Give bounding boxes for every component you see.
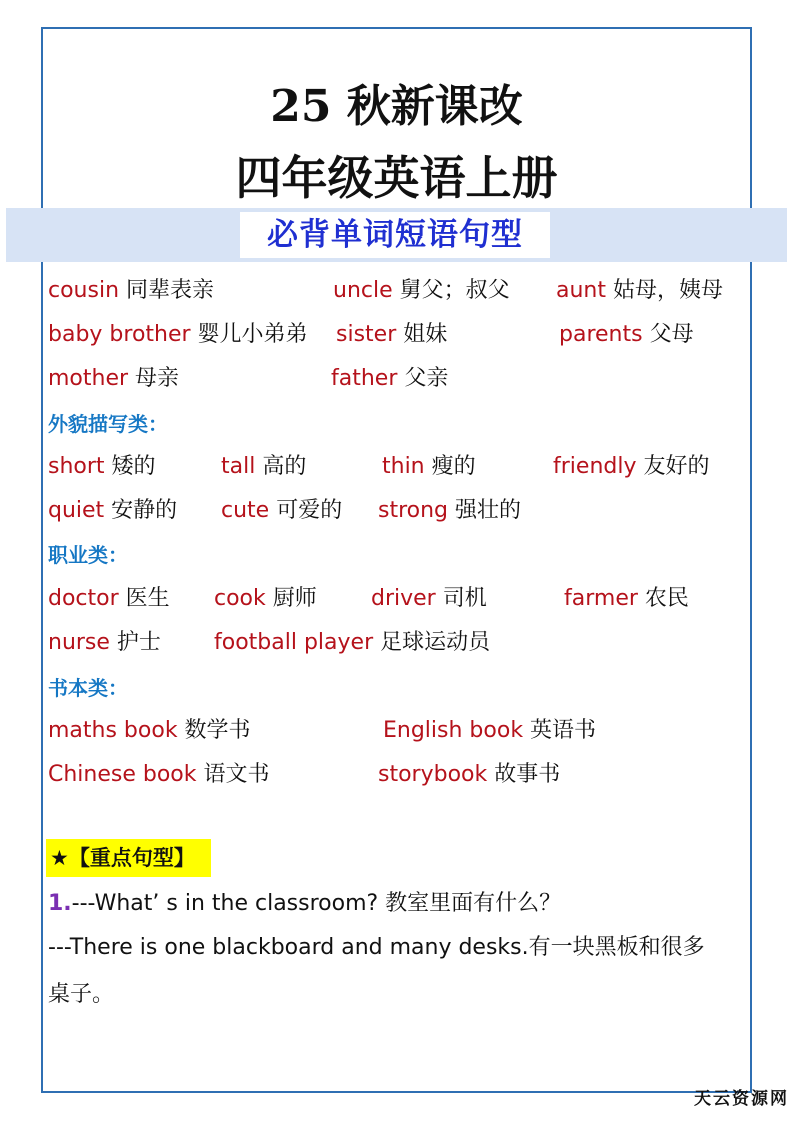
vocab-item: parents 父母 [559,322,694,347]
vocab-item: thin 瘦的 [382,454,476,479]
vocab-item: quiet 安静的 [48,498,178,523]
vocab-item: baby brother 婴儿小弟弟 [48,322,308,347]
page-title-line2: 四年级英语上册 [235,151,558,205]
category-heading-books: 书本类： [48,676,128,700]
vocab-item: doctor 医生 [48,586,170,611]
sentence-answer-line2: 桌子。 [48,982,115,1007]
vocab-item: driver 司机 [371,586,487,611]
vocab-item: storybook 故事书 [378,762,561,787]
page-subtitle: 必背单词短语句型 [240,212,550,258]
vocab-item: sister 姐妹 [336,322,448,347]
vocab-item: maths book 数学书 [48,718,251,743]
vocab-item: English book 英语书 [383,718,597,743]
vocab-item: cook 厨师 [214,586,317,611]
vocab-item: Chinese book 语文书 [48,762,270,787]
vocab-item: tall 高的 [221,454,307,479]
vocab-item: friendly 友好的 [553,454,710,479]
vocab-item: farmer 农民 [564,586,689,611]
vocab-item: strong 强壮的 [378,498,522,523]
vocab-item: short 矮的 [48,454,156,479]
vocab-item: mother 母亲 [48,366,180,391]
category-heading-appearance: 外貌描写类： [48,412,168,436]
vocab-item: uncle 舅父；叔父 [333,278,510,303]
vocab-item: cousin 同辈表亲 [48,278,215,303]
vocab-item: football player 足球运动员 [214,630,491,655]
category-heading-jobs: 职业类： [48,543,128,567]
sentence-question: 1.---What’ s in the classroom? 教室里面有什么？ [48,891,562,916]
watermark-logo: 天云资源网 [694,1089,789,1109]
key-sentences-heading: ★【重点句型】 [46,839,211,877]
vocab-item: father 父亲 [331,366,449,391]
sentence-answer-line1: ---There is one blackboard and many desks.有一块黑板和很多 [48,935,705,960]
vocab-item: aunt 姑母，姨母 [556,278,723,303]
vocab-item: nurse 护士 [48,630,161,655]
vocab-item: cute 可爱的 [221,498,343,523]
page-title-line1: 25 秋新课改 [270,81,523,132]
